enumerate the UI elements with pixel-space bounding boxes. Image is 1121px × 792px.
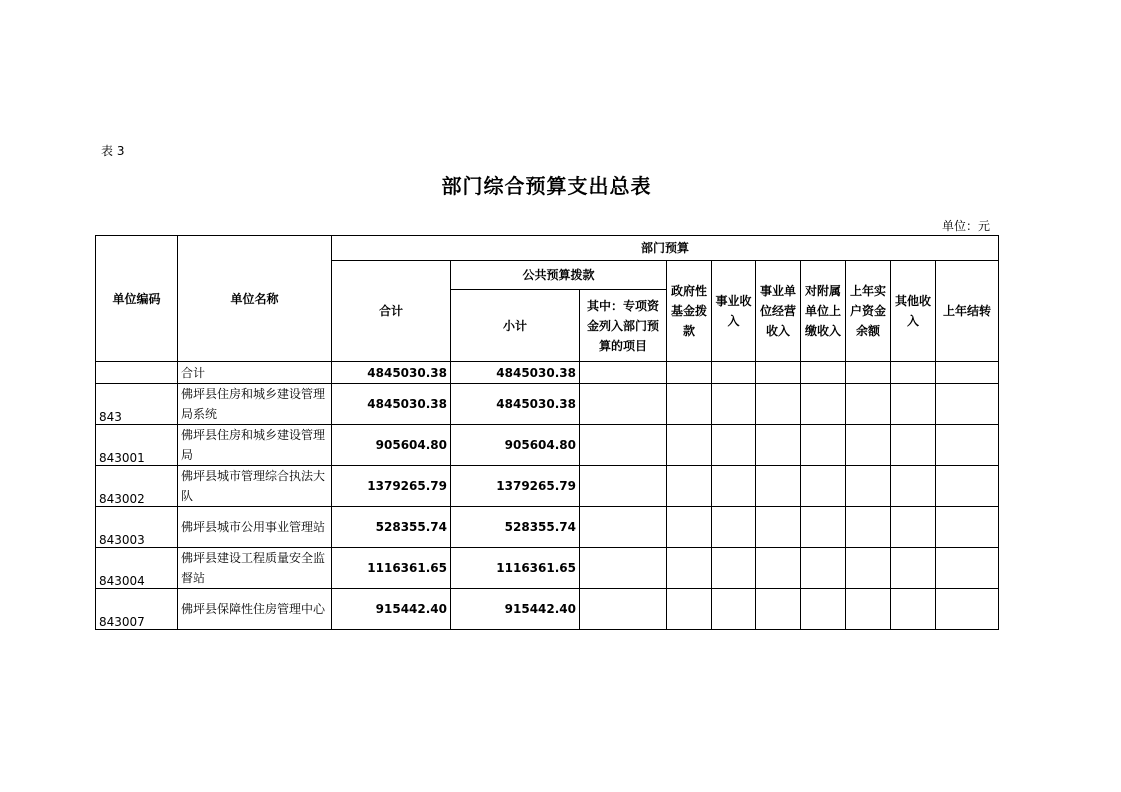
unit-name-cell: 佛坪县城市公用事业管理站 — [178, 507, 332, 548]
unit-name-cell: 佛坪县城市管理综合执法大队 — [178, 466, 332, 507]
header-dept-budget: 部门预算 — [332, 236, 999, 261]
header-last-year-balance: 上年实户资金余额 — [846, 261, 891, 362]
table-row — [96, 507, 999, 548]
unit-code-cell: 843007 — [96, 589, 178, 630]
total-cell: 528355.74 — [332, 507, 451, 548]
unit-code-cell — [96, 362, 178, 384]
header-special: 其中：专项资金列入部门预算的项目 — [580, 290, 667, 362]
header-other-income: 其他收入 — [891, 261, 936, 362]
unit-name-cell: 佛坪县住房和城乡建设管理局 — [178, 425, 332, 466]
header-total: 合计 — [332, 261, 451, 362]
table-row — [96, 466, 999, 507]
subtotal-cell: 528355.74 — [451, 507, 580, 548]
unit-name-cell: 佛坪县住房和城乡建设管理局系统 — [178, 384, 332, 425]
unit-code-cell: 843004 — [96, 548, 178, 589]
header-last-year-carry: 上年结转 — [936, 261, 999, 362]
subtotal-cell: 1379265.79 — [451, 466, 580, 507]
header-public-budget: 公共预算拨款 — [451, 261, 667, 290]
subtotal-cell: 4845030.38 — [451, 362, 580, 384]
unit-name-cell: 合计 — [178, 362, 332, 384]
header-unit-name: 单位名称 — [178, 236, 332, 362]
header-subtotal: 小计 — [451, 290, 580, 362]
unit-label: 单位：元 — [941, 219, 990, 233]
total-cell: 915442.40 — [332, 589, 451, 630]
subtotal-cell: 915442.40 — [451, 589, 580, 630]
unit-code-cell: 843002 — [96, 466, 178, 507]
subtotal-cell: 905604.80 — [451, 425, 580, 466]
total-cell: 4845030.38 — [332, 362, 451, 384]
table-label: 表 3 — [101, 144, 125, 158]
budget-table — [95, 235, 999, 630]
table-row — [96, 548, 999, 589]
header-affiliated-income: 对附属单位上缴收入 — [801, 261, 846, 362]
total-cell: 4845030.38 — [332, 384, 451, 425]
total-cell: 1116361.65 — [332, 548, 451, 589]
unit-code-cell: 843003 — [96, 507, 178, 548]
table-row — [96, 425, 999, 466]
total-cell: 905604.80 — [332, 425, 451, 466]
total-cell: 1379265.79 — [332, 466, 451, 507]
table-row — [96, 384, 999, 425]
header-unit-code: 单位编码 — [96, 236, 178, 362]
table-row — [96, 362, 999, 384]
header-career-op-income: 事业单位经营收入 — [756, 261, 801, 362]
header-career-income: 事业收入 — [712, 261, 756, 362]
subtotal-cell: 1116361.65 — [451, 548, 580, 589]
unit-code-cell: 843 — [96, 384, 178, 425]
header-gov-fund: 政府性基金拨款 — [667, 261, 712, 362]
unit-name-cell: 佛坪县建设工程质量安全监督站 — [178, 548, 332, 589]
unit-code-cell: 843001 — [96, 425, 178, 466]
unit-name-cell: 佛坪县保障性住房管理中心 — [178, 589, 332, 630]
page-title: 部门综合预算支出总表 — [441, 174, 652, 198]
subtotal-cell: 4845030.38 — [451, 384, 580, 425]
table-row — [96, 589, 999, 630]
